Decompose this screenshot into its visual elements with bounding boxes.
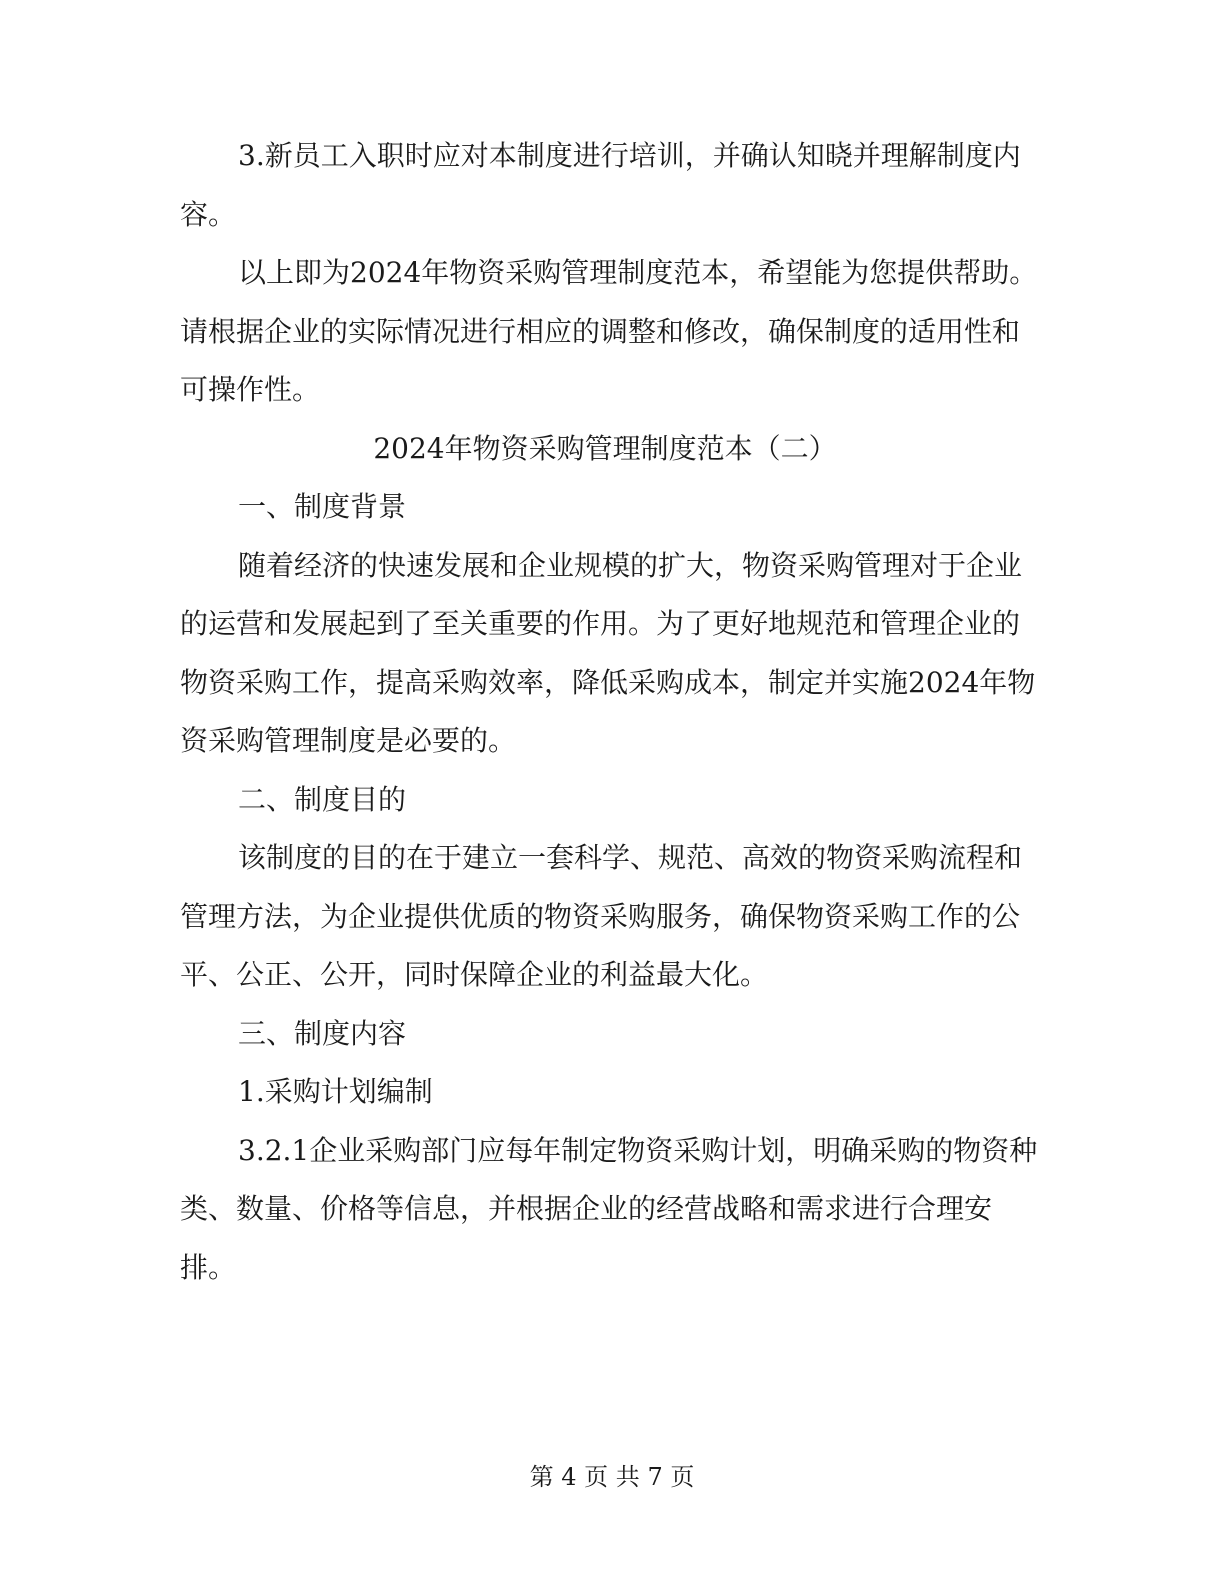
paragraph-line: 随着经济的快速发展和企业规模的扩大，物资采购管理对于企业 <box>238 548 1023 582</box>
section-heading: 三、制度内容 <box>238 1016 407 1050</box>
document-body <box>180 127 1038 1297</box>
paragraph-line: 平、公正、公开，同时保障企业的利益最大化。 <box>180 958 769 991</box>
subsection-heading: 1.采购计划编制 <box>238 1075 433 1108</box>
paragraph-line: 类、数量、价格等信息，并根据企业的经营战略和需求进行合理安 <box>180 1192 993 1225</box>
section-heading: 二、制度目的 <box>238 782 407 816</box>
paragraph-line: 以上即为2024年物资采购管理制度范本，希望能为您提供帮助。 <box>238 256 1038 289</box>
paragraph-line: 排。 <box>180 1250 237 1284</box>
paragraph-line: 资采购管理制度是必要的。 <box>180 724 517 757</box>
paragraph-line: 3.2.1企业采购部门应每年制定物资采购计划，明确采购的物资种 <box>238 1133 1038 1167</box>
paragraph-line: 容。 <box>180 197 237 231</box>
paragraph-line: 物资采购工作，提高采购效率，降低采购成本，制定并实施2024年物 <box>180 665 1036 699</box>
page-number-footer: 第 4 页 共 7 页 <box>529 1463 695 1491</box>
paragraph-line: 该制度的目的在于建立一套科学、规范、高效的物资采购流程和 <box>238 841 1023 874</box>
paragraph-line: 请根据企业的实际情况进行相应的调整和修改，确保制度的适用性和 <box>180 314 1021 348</box>
paragraph-line: 的运营和发展起到了至关重要的作用。为了更好地规范和管理企业的 <box>180 607 1021 640</box>
paragraph-line: 可操作性。 <box>180 373 321 406</box>
section-title: 2024年物资采购管理制度范本（二） <box>373 431 837 465</box>
section-heading: 一、制度背景 <box>238 490 407 523</box>
paragraph-line: 3.新员工入职时应对本制度进行培训，并确认知晓并理解制度内 <box>238 139 1021 172</box>
paragraph-line: 管理方法，为企业提供优质的物资采购服务，确保物资采购工作的公 <box>180 899 1021 933</box>
